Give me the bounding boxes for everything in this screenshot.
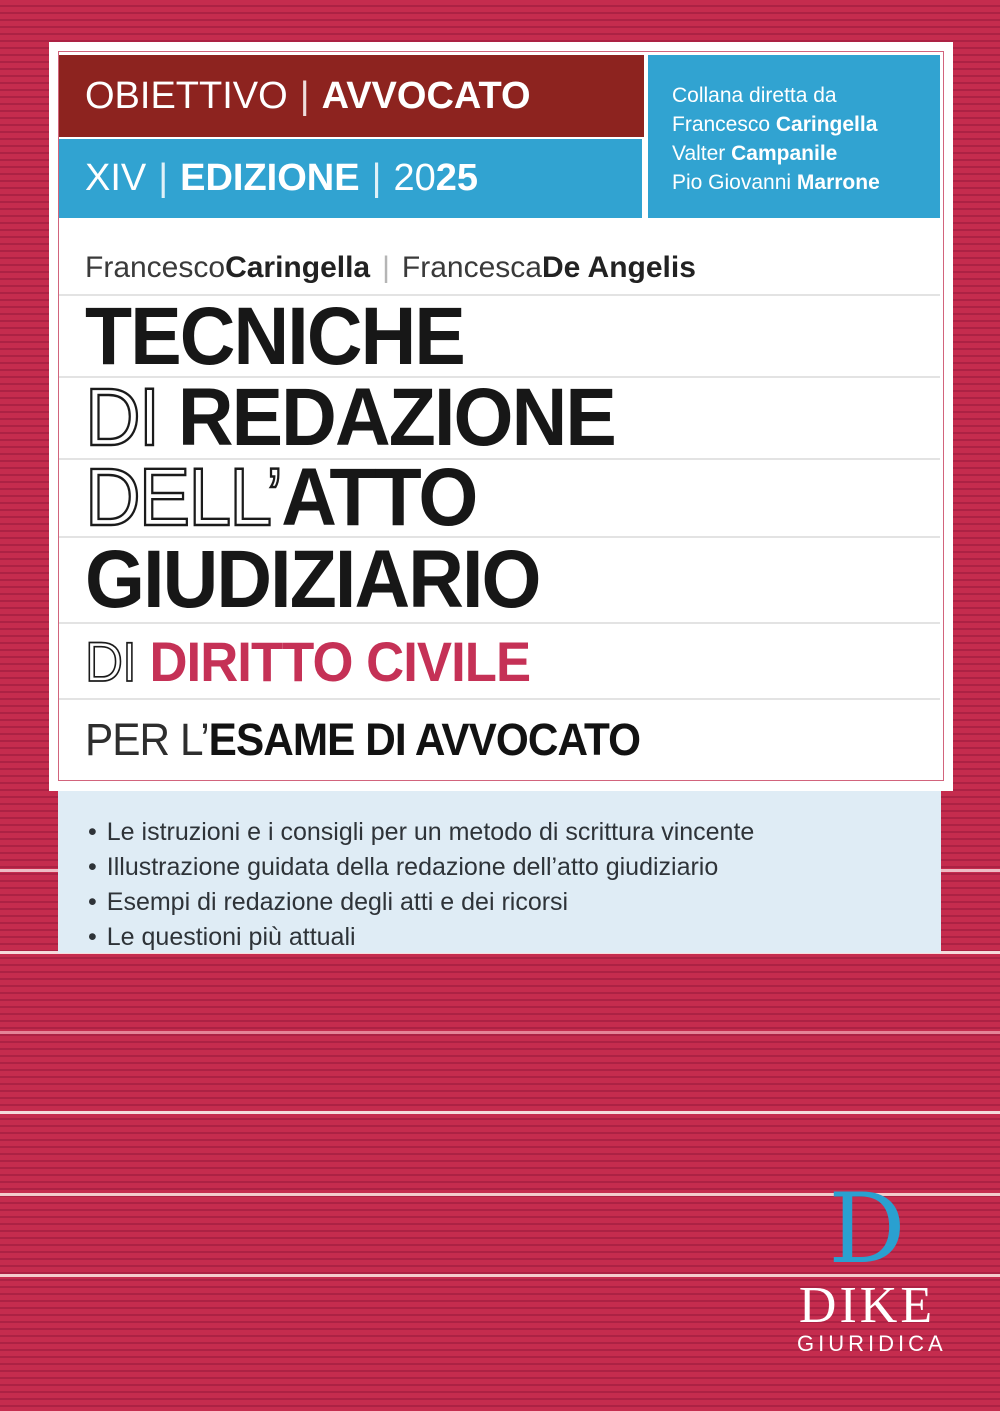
series-separator: | <box>299 74 310 117</box>
edition-separator: | <box>371 157 382 199</box>
list-item <box>88 920 921 955</box>
publisher-initial: D <box>828 1173 906 1285</box>
tagline-word-regular: PER L’ <box>85 714 209 765</box>
highlights-list <box>88 815 921 955</box>
edition-year-prefix: 20 <box>393 157 436 199</box>
bullet-icon: • <box>88 923 97 951</box>
highlight-text: Illustrazione guidata della redazione dell’atto giudiziario <box>106 853 719 881</box>
author-last-name: Caringella <box>225 251 371 284</box>
background-line <box>0 1031 1000 1034</box>
authors-line <box>85 242 696 294</box>
title-block <box>59 291 940 780</box>
series-name-regular: OBIETTIVO <box>85 74 288 117</box>
director-last-name: Caringella <box>775 113 878 136</box>
director-last-name: Marrone <box>796 171 880 194</box>
list-item <box>88 850 921 885</box>
edition-year-suffix: 25 <box>435 157 479 199</box>
edition-band <box>59 139 642 218</box>
highlight-text: Esempi di redazione degli atti e dei ricorsi <box>106 888 569 916</box>
title-word: ATTO <box>281 452 477 543</box>
edition-roman-numeral: XIV <box>85 157 147 199</box>
author-last-name: De Angelis <box>541 251 696 284</box>
director-last-name: Campanile <box>731 142 838 165</box>
collana-intro: Collana diretta da <box>672 84 837 107</box>
list-item <box>88 885 921 920</box>
highlight-text: Le istruzioni e i consigli per un metodo di scrittura vincente <box>106 818 755 846</box>
publisher-logo <box>797 1173 947 1357</box>
cover-card <box>49 42 953 791</box>
author-first-name: Francesca <box>401 251 542 284</box>
title-line-2 <box>59 372 940 463</box>
bullet-icon: • <box>88 888 97 916</box>
director-first-name: Francesco <box>672 113 776 136</box>
title-line-3 <box>59 452 940 543</box>
edition-label: EDIZIONE <box>180 157 360 199</box>
series-name-bold: AVVOCATO <box>321 74 531 117</box>
tagline-line <box>59 700 940 780</box>
collana-director <box>672 168 940 197</box>
edition-separator: | <box>158 157 169 199</box>
subtitle-word-red: DIRITTO CIVILE <box>149 629 531 693</box>
title-word-thin: DI <box>85 372 178 463</box>
collana-box <box>648 55 940 218</box>
highlight-text: Le questioni più attuali <box>106 923 356 951</box>
background-line <box>0 1111 1000 1114</box>
publisher-name: DIKE <box>798 1277 936 1334</box>
subtitle-line <box>59 624 940 700</box>
authors-separator: | <box>382 251 390 284</box>
bullet-icon: • <box>88 818 97 846</box>
title-word: GIUDIZIARIO <box>85 534 540 625</box>
title-line-1 <box>59 291 940 382</box>
director-first-name: Pio Giovanni <box>672 171 797 194</box>
collana-director <box>672 110 940 139</box>
title-line-4 <box>59 534 940 625</box>
highlights-panel <box>58 791 941 953</box>
title-word-thin: DELL’ <box>85 452 282 543</box>
author-first-name: Francesco <box>85 251 226 284</box>
director-first-name: Valter <box>672 142 732 165</box>
subtitle-word-thin: DI <box>85 629 150 693</box>
bullet-icon: • <box>88 853 97 881</box>
tagline-word-bold: ESAME DI AVVOCATO <box>208 714 641 765</box>
collana-director <box>672 139 940 168</box>
list-item <box>88 815 921 850</box>
title-word: TECNICHE <box>85 291 464 382</box>
title-word: REDAZIONE <box>177 372 615 463</box>
series-band <box>59 55 644 137</box>
publisher-subname: GIURIDICA <box>797 1331 947 1356</box>
